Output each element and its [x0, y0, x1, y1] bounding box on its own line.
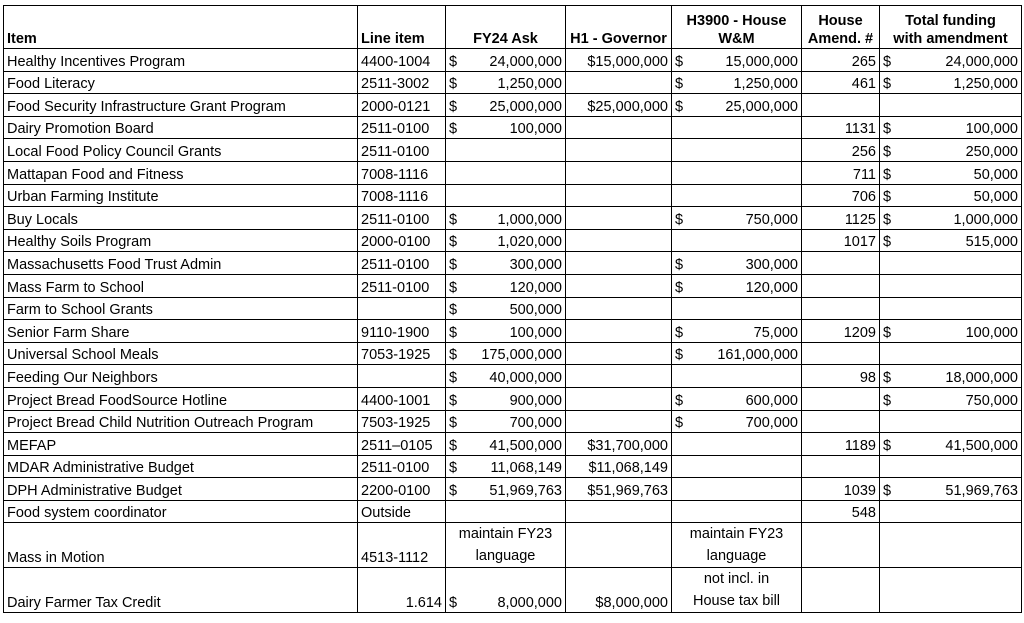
cell-h1-governor [566, 274, 672, 297]
table-row [4, 320, 1022, 343]
table-row [4, 387, 1022, 410]
cell-line-item: 1.614 [358, 568, 446, 613]
cell-fy24-ask: $ 100,000 [446, 320, 566, 343]
cell-h1-governor [566, 207, 672, 230]
cell-h3900: $ 600,000 [672, 387, 802, 410]
funding-table [3, 5, 1022, 613]
cell-h3900: not incl. in House tax bill [672, 568, 802, 613]
cell-house-amend: 548 [802, 500, 880, 523]
cell-line-item: 4400-1001 [358, 387, 446, 410]
table-row-mass-in-motion [4, 523, 1022, 568]
cell-h3900: $ 120,000 [672, 274, 802, 297]
cell-house-amend [802, 94, 880, 117]
cell-h1-governor [566, 410, 672, 433]
cell-h1-governor: $15,000,000 [566, 49, 672, 72]
cell-line-item: 7503-1925 [358, 410, 446, 433]
cell-item: Feeding Our Neighbors [4, 365, 358, 388]
cell-h3900 [672, 455, 802, 478]
cell-h1-governor: $51,969,763 [566, 478, 672, 501]
cell-fy24-ask: $ 175,000,000 [446, 342, 566, 365]
cell-line-item: 2200-0100 [358, 478, 446, 501]
table-row [4, 139, 1022, 162]
cell-item: MDAR Administrative Budget [4, 455, 358, 478]
table-row [4, 49, 1022, 72]
cell-line-item: 7008-1116 [358, 161, 446, 184]
cell-item: Healthy Soils Program [4, 229, 358, 252]
cell-h1-governor [566, 500, 672, 523]
cell-fy24-ask: $ 900,000 [446, 387, 566, 410]
cell-item: Project Bread Child Nutrition Outreach Program [4, 410, 358, 433]
cell-line-item: 2511-0100 [358, 139, 446, 162]
cell-total-funding [880, 410, 1022, 433]
cell-house-amend [802, 252, 880, 275]
cell-total-funding [880, 252, 1022, 275]
cell-item: Urban Farming Institute [4, 184, 358, 207]
cell-h1-governor [566, 184, 672, 207]
table-row [4, 184, 1022, 207]
cell-house-amend [802, 455, 880, 478]
cell-fy24-ask: $ 8,000,000 [446, 568, 566, 613]
cell-total-funding: $ 750,000 [880, 387, 1022, 410]
cell-h1-governor [566, 320, 672, 343]
cell-line-item: 7008-1116 [358, 184, 446, 207]
header-line-item: Line item [358, 6, 446, 49]
cell-house-amend [802, 342, 880, 365]
cell-total-funding: $ 100,000 [880, 116, 1022, 139]
cell-h3900 [672, 116, 802, 139]
cell-h3900: $ 1,250,000 [672, 71, 802, 94]
cell-line-item [358, 365, 446, 388]
cell-house-amend: 265 [802, 49, 880, 72]
cell-line-item: Outside [358, 500, 446, 523]
cell-fy24-ask: $ 40,000,000 [446, 365, 566, 388]
cell-h1-governor [566, 139, 672, 162]
cell-item: Healthy Incentives Program [4, 49, 358, 72]
cell-house-amend: 256 [802, 139, 880, 162]
cell-total-funding: $ 50,000 [880, 184, 1022, 207]
table-row [4, 342, 1022, 365]
cell-house-amend: 1131 [802, 116, 880, 139]
cell-house-amend [802, 297, 880, 320]
cell-house-amend [802, 523, 880, 568]
cell-total-funding [880, 297, 1022, 320]
cell-fy24-ask: $ 1,250,000 [446, 71, 566, 94]
cell-h3900: $ 161,000,000 [672, 342, 802, 365]
cell-house-amend [802, 274, 880, 297]
header-h3900: H3900 - House W&M [672, 6, 802, 49]
cell-item: Farm to School Grants [4, 297, 358, 320]
cell-h1-governor [566, 71, 672, 94]
cell-item: Food Literacy [4, 71, 358, 94]
cell-fy24-ask: $ 41,500,000 [446, 433, 566, 456]
cell-total-funding: $ 100,000 [880, 320, 1022, 343]
cell-h3900 [672, 297, 802, 320]
table-row [4, 116, 1022, 139]
cell-line-item: 2511–0105 [358, 433, 446, 456]
cell-line-item: 2511-3002 [358, 71, 446, 94]
table-row [4, 207, 1022, 230]
cell-fy24-ask: maintain FY23 language [446, 523, 566, 568]
cell-fy24-ask: $ 100,000 [446, 116, 566, 139]
table-row [4, 297, 1022, 320]
cell-fy24-ask: $ 1,020,000 [446, 229, 566, 252]
cell-total-funding [880, 523, 1022, 568]
header-item: Item [4, 6, 358, 49]
cell-line-item: 9110-1900 [358, 320, 446, 343]
cell-fy24-ask [446, 161, 566, 184]
cell-h3900: $ 700,000 [672, 410, 802, 433]
cell-total-funding: $ 515,000 [880, 229, 1022, 252]
cell-line-item: 2511-0100 [358, 116, 446, 139]
header-fy24-ask: FY24 Ask [446, 6, 566, 49]
cell-item: Senior Farm Share [4, 320, 358, 343]
cell-item: Buy Locals [4, 207, 358, 230]
cell-h3900 [672, 229, 802, 252]
cell-fy24-ask [446, 184, 566, 207]
cell-h1-governor [566, 229, 672, 252]
cell-h1-governor [566, 387, 672, 410]
cell-h1-governor [566, 342, 672, 365]
cell-line-item [358, 297, 446, 320]
cell-h1-governor [566, 116, 672, 139]
table-row [4, 455, 1022, 478]
cell-item: Mass Farm to School [4, 274, 358, 297]
table-row [4, 500, 1022, 523]
cell-h1-governor [566, 252, 672, 275]
cell-fy24-ask [446, 500, 566, 523]
table-row-dairy-farmer-tax-credit [4, 568, 1022, 613]
cell-house-amend: 706 [802, 184, 880, 207]
cell-total-funding: $ 18,000,000 [880, 365, 1022, 388]
cell-fy24-ask: $ 500,000 [446, 297, 566, 320]
cell-fy24-ask: $ 51,969,763 [446, 478, 566, 501]
cell-h1-governor [566, 365, 672, 388]
cell-h1-governor: $31,700,000 [566, 433, 672, 456]
cell-h3900 [672, 161, 802, 184]
cell-item: Dairy Farmer Tax Credit [4, 568, 358, 613]
header-house-amend: House Amend. # [802, 6, 880, 49]
cell-line-item: 4513-1112 [358, 523, 446, 568]
cell-total-funding [880, 342, 1022, 365]
cell-house-amend [802, 568, 880, 613]
cell-line-item: 2511-0100 [358, 455, 446, 478]
cell-h1-governor [566, 297, 672, 320]
cell-house-amend: 1125 [802, 207, 880, 230]
cell-item: Mattapan Food and Fitness [4, 161, 358, 184]
cell-h1-governor: $8,000,000 [566, 568, 672, 613]
cell-house-amend: 1209 [802, 320, 880, 343]
cell-fy24-ask [446, 139, 566, 162]
cell-item: Food Security Infrastructure Grant Program [4, 94, 358, 117]
table-row [4, 433, 1022, 456]
cell-house-amend: 98 [802, 365, 880, 388]
cell-line-item: 2511-0100 [358, 274, 446, 297]
cell-item: Mass in Motion [4, 523, 358, 568]
cell-item: Project Bread FoodSource Hotline [4, 387, 358, 410]
cell-total-funding [880, 568, 1022, 613]
table-row [4, 365, 1022, 388]
table-row [4, 229, 1022, 252]
table-row [4, 274, 1022, 297]
cell-total-funding [880, 455, 1022, 478]
cell-h3900: $ 300,000 [672, 252, 802, 275]
cell-line-item: 2511-0100 [358, 207, 446, 230]
cell-h1-governor: $11,068,149 [566, 455, 672, 478]
cell-total-funding [880, 274, 1022, 297]
cell-item: Massachusetts Food Trust Admin [4, 252, 358, 275]
cell-house-amend: 461 [802, 71, 880, 94]
cell-line-item: 2511-0100 [358, 252, 446, 275]
cell-house-amend [802, 387, 880, 410]
cell-item: Local Food Policy Council Grants [4, 139, 358, 162]
cell-total-funding: $ 1,250,000 [880, 71, 1022, 94]
cell-fy24-ask: $ 25,000,000 [446, 94, 566, 117]
cell-line-item: 2000-0121 [358, 94, 446, 117]
cell-item: MEFAP [4, 433, 358, 456]
cell-fy24-ask: $ 700,000 [446, 410, 566, 433]
header-h1-governor: H1 - Governor [566, 6, 672, 49]
header-row [4, 6, 1022, 49]
cell-h3900 [672, 500, 802, 523]
cell-fy24-ask: $ 300,000 [446, 252, 566, 275]
cell-fy24-ask: $ 24,000,000 [446, 49, 566, 72]
cell-h3900: $ 15,000,000 [672, 49, 802, 72]
table-row [4, 71, 1022, 94]
cell-house-amend: 1039 [802, 478, 880, 501]
table-row [4, 161, 1022, 184]
cell-h3900: $ 25,000,000 [672, 94, 802, 117]
cell-total-funding: $ 24,000,000 [880, 49, 1022, 72]
table-row [4, 94, 1022, 117]
cell-h3900 [672, 139, 802, 162]
table-row [4, 252, 1022, 275]
cell-total-funding: $ 51,969,763 [880, 478, 1022, 501]
cell-h3900 [672, 184, 802, 207]
cell-fy24-ask: $ 11,068,149 [446, 455, 566, 478]
cell-total-funding: $ 250,000 [880, 139, 1022, 162]
cell-item: Universal School Meals [4, 342, 358, 365]
cell-h3900: $ 75,000 [672, 320, 802, 343]
cell-line-item: 4400-1004 [358, 49, 446, 72]
cell-h3900: maintain FY23 language [672, 523, 802, 568]
cell-h1-governor [566, 523, 672, 568]
cell-house-amend: 711 [802, 161, 880, 184]
cell-house-amend [802, 410, 880, 433]
cell-house-amend: 1189 [802, 433, 880, 456]
cell-h1-governor: $25,000,000 [566, 94, 672, 117]
cell-line-item: 2000-0100 [358, 229, 446, 252]
cell-h3900 [672, 478, 802, 501]
cell-fy24-ask: $ 120,000 [446, 274, 566, 297]
header-total-funding: Total funding with amendment [880, 6, 1022, 49]
cell-item: DPH Administrative Budget [4, 478, 358, 501]
cell-total-funding [880, 500, 1022, 523]
cell-total-funding: $ 41,500,000 [880, 433, 1022, 456]
cell-total-funding: $ 1,000,000 [880, 207, 1022, 230]
cell-h3900: $ 750,000 [672, 207, 802, 230]
cell-total-funding: $ 50,000 [880, 161, 1022, 184]
cell-total-funding [880, 94, 1022, 117]
cell-h1-governor [566, 161, 672, 184]
cell-fy24-ask: $ 1,000,000 [446, 207, 566, 230]
cell-h3900 [672, 365, 802, 388]
cell-h3900 [672, 433, 802, 456]
cell-item: Dairy Promotion Board [4, 116, 358, 139]
table-row [4, 478, 1022, 501]
cell-line-item: 7053-1925 [358, 342, 446, 365]
table-row [4, 410, 1022, 433]
cell-item: Food system coordinator [4, 500, 358, 523]
cell-house-amend: 1017 [802, 229, 880, 252]
